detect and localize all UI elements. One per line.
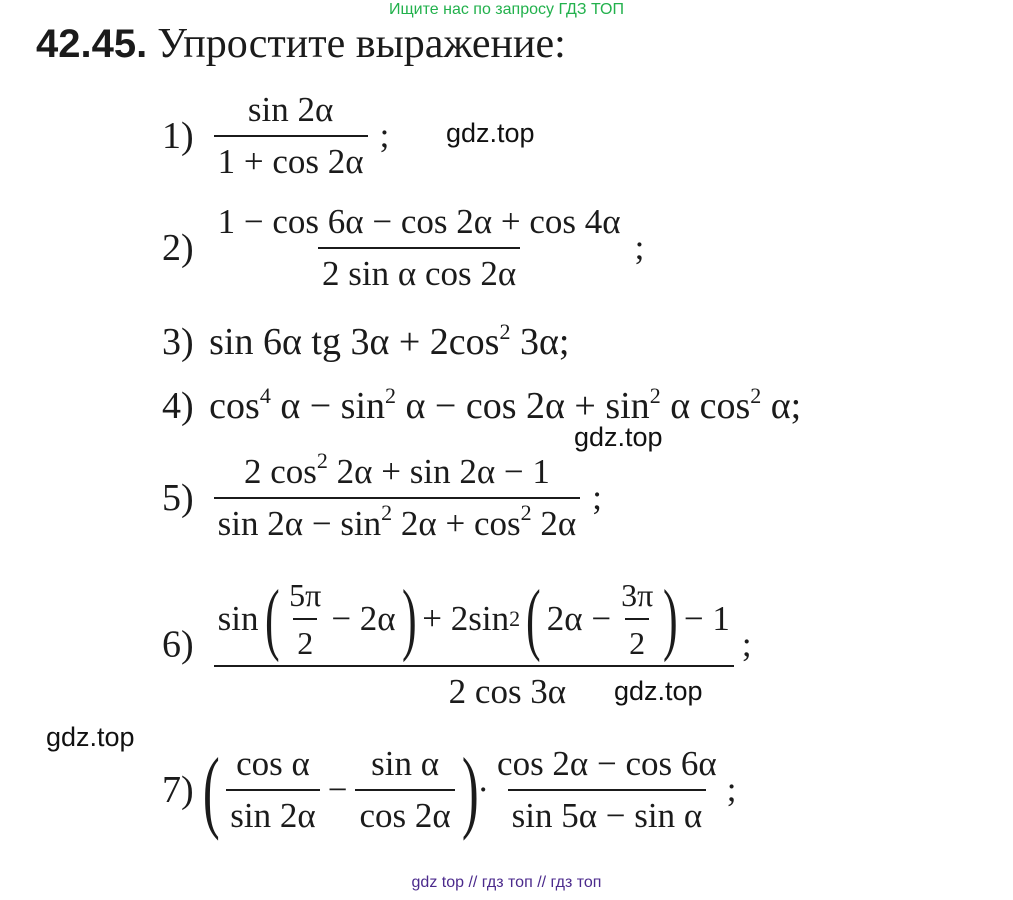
expression [209,385,801,427]
expression-part: 2 cos [244,452,317,491]
function-name: sin [217,599,259,638]
expression-part: − 1 [683,599,730,638]
item-number: 3) [162,321,194,363]
expression-part: α; [761,385,802,427]
left-parenthesis: ( [202,739,220,841]
item-3 [162,318,569,366]
item-number: 7) [162,769,194,811]
denominator: 2 [293,618,317,663]
fraction [493,742,721,838]
expression [209,321,569,363]
watermark: gdz.top [614,676,703,706]
fraction [214,200,625,296]
separator: ; [379,116,390,155]
expression-part: α cos [660,385,751,427]
footer: gdz top // гдз топ // гдз топ [411,874,602,891]
denominator: cos 2α [355,789,454,838]
expression-part: 2 cos 3α [448,672,567,711]
exponent: 2 [499,319,511,344]
item-2 [162,200,644,296]
left-parenthesis: ( [526,575,541,663]
expression-part: sin 2α − sin [217,504,382,543]
item-7 [162,739,737,841]
numerator: cos 2α − cos 6α [497,744,717,783]
numerator: 3π [621,577,654,613]
expression-part: − 2α [331,599,396,638]
item-number: 4) [162,385,194,427]
inner-fraction [617,575,657,663]
item-1 [162,88,389,184]
fraction [214,450,581,546]
item-number: 2) [162,227,194,269]
watermark: gdz.top [46,722,135,752]
numerator: sin α [371,744,440,783]
item-4 [162,382,801,430]
watermark: gdz.top [574,422,663,452]
operator: · [477,770,490,809]
expression-part: 3α; [510,321,570,363]
problem-number: 42.45. [36,22,148,66]
exponent: 4 [259,383,271,408]
denominator: sin 5α − sin α [508,789,707,838]
right-parenthesis: ) [401,575,417,663]
denominator: 2 [625,618,649,663]
numerator: 5π [289,577,322,613]
expression-part: 2α + sin 2α − 1 [327,452,550,491]
separator: ; [592,478,602,517]
exponent: 2 [316,448,328,473]
fraction [226,742,319,838]
item-number: 6) [162,623,194,666]
expression-part: cos [209,385,260,427]
expression-part: + 2sin [422,599,510,638]
search-banner: Ищите нас по запросу ГДЗ ТОП [389,1,624,18]
right-parenthesis: ) [461,739,479,841]
exponent: 2 [649,383,661,408]
numerator: sin 2α [247,90,334,129]
problem-title: Упростите выражение: [157,21,566,67]
inner-fraction [285,575,325,663]
problem-header [36,16,566,72]
expression-part: sin 6α tg 3α + 2cos [209,321,500,363]
numerator [240,450,554,497]
expression-part: 2α + cos [392,504,521,543]
fraction [355,742,454,838]
expression-part: α − sin [270,385,385,427]
denominator [214,497,581,546]
separator: ; [634,228,645,267]
item-5 [162,450,602,546]
expression-part: 2α [531,504,577,543]
numerator: 1 − cos 6α − cos 2α + cos 4α [217,202,621,241]
left-parenthesis: ( [264,575,280,663]
exponent: 2 [385,383,396,408]
separator: ; [741,624,752,664]
expression-part: α − cos 2α + sin [396,385,650,427]
denominator: 1 + cos 2α [214,135,368,184]
fraction [214,88,368,184]
right-parenthesis: ) [663,575,678,663]
numerator: cos α [236,744,310,783]
item-number: 1) [162,115,194,157]
item-number: 5) [162,477,194,519]
operator: − [327,770,348,809]
watermark: gdz.top [446,118,535,148]
exponent: 2 [750,383,762,408]
denominator: 2 sin α cos 2α [318,247,520,296]
exponent: 2 [520,500,532,525]
expression-part: 2α − [546,599,612,638]
denominator: sin 2α [226,789,319,838]
separator: ; [726,770,737,809]
exponent: 2 [381,500,393,525]
numerator: sin ( $\frac{5\pi}{2}$ − 2α ) + 2sin 2 ( 2α − $\frac{3\pi}{2}$ ) − 1 [217,575,730,663]
